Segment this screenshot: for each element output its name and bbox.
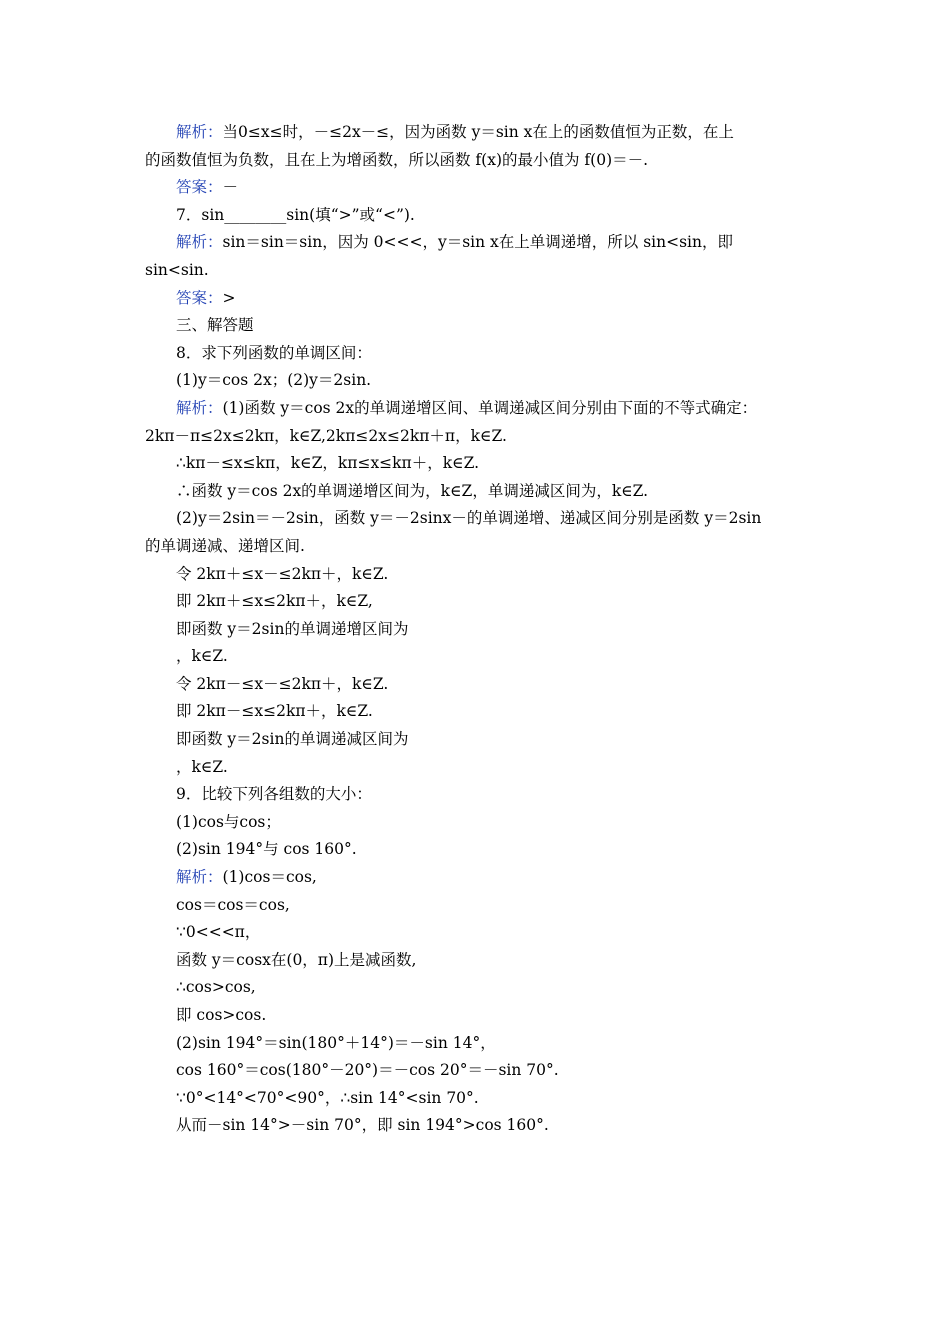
- text-line: [145, 478, 810, 506]
- text-line: [145, 809, 810, 837]
- line-text: 8．求下列函数的单调区间：: [176, 343, 372, 362]
- text-line: [145, 312, 810, 340]
- text-line: [145, 1030, 810, 1058]
- text-line: [145, 1085, 810, 1113]
- text-line: [145, 588, 810, 616]
- text-line: [145, 174, 810, 202]
- text-line: [145, 726, 810, 754]
- line-text: (2)y＝2sin＝－2sin，函数 y＝－2sinx－的单调递增、递减区间分别是函数 y＝2sin: [176, 509, 762, 528]
- text-line: [145, 698, 810, 726]
- line-text: (1)cos＝cos,: [222, 868, 317, 887]
- text-line: [145, 1002, 810, 1030]
- text-line: [145, 1112, 810, 1140]
- text-line: [145, 947, 810, 975]
- section-label: 解析：: [176, 868, 223, 887]
- document-page: [145, 119, 810, 1140]
- text-line: [145, 616, 810, 644]
- text-line: [145, 505, 810, 533]
- line-text: 即 2kπ＋≤x≤2kπ＋，k∈Z,: [176, 592, 373, 611]
- line-text: 2kπ－π≤2x≤2kπ，k∈Z,2kπ≤2x≤2kπ＋π，k∈Z.: [145, 426, 507, 445]
- text-line: [145, 864, 810, 892]
- line-text: (1)cos与cos；: [176, 812, 281, 831]
- section-label: 答案：: [176, 288, 223, 307]
- line-text: sin＝sin＝sin，因为 0<<<，y＝sin x在上单调递增，所以 sin<sin，即: [222, 233, 733, 252]
- line-text: >: [222, 288, 236, 307]
- text-line: [145, 423, 810, 451]
- text-line: [145, 1057, 810, 1085]
- line-text: (2)sin 194°与 cos 160°.: [176, 840, 357, 859]
- line-text: ∵0<<<π，: [176, 923, 261, 942]
- line-text: 7．sin________sin(填“>”或“<”).: [176, 205, 415, 224]
- text-line: [145, 919, 810, 947]
- text-line: [145, 119, 810, 147]
- line-text: 9．比较下列各组数的大小：: [176, 785, 372, 804]
- line-text: －: [222, 178, 239, 197]
- line-text: 即函数 y＝2sin的单调递增区间为: [176, 619, 409, 638]
- line-text: 的函数值恒为负数，且在上为增函数，所以函数 f(x)的最小值为 f(0)＝－.: [145, 150, 649, 169]
- text-line: [145, 533, 810, 561]
- text-line: [145, 892, 810, 920]
- line-text: ，k∈Z.: [176, 647, 228, 666]
- line-text: 令 2kπ＋≤x－≤2kπ＋，k∈Z.: [176, 564, 389, 583]
- section-label: 解析：: [176, 233, 223, 252]
- line-text: sin<sin.: [145, 260, 209, 279]
- text-line: [145, 643, 810, 671]
- line-text: 即 2kπ－≤x≤2kπ＋，k∈Z.: [176, 702, 373, 721]
- line-text: ∴kπ－≤x≤kπ，k∈Z，kπ≤x≤kπ＋，k∈Z.: [176, 454, 480, 473]
- line-text: (1)函数 y＝cos 2x的单调递增区间、单调递减区间分别由下面的不等式确定：: [222, 398, 758, 417]
- section-label: 解析：: [176, 123, 223, 141]
- text-line: [145, 257, 810, 285]
- text-line: [145, 671, 810, 699]
- line-text: cos＝cos＝cos,: [176, 895, 290, 914]
- line-text: (1)y＝cos 2x；(2)y＝2sin.: [176, 371, 372, 390]
- text-line: [145, 285, 810, 313]
- line-text: cos 160°＝cos(180°－20°)＝－cos 20°＝－sin 70°.: [176, 1061, 559, 1080]
- line-text: 从而－sin 14°>－sin 70°，即 sin 194°>cos 160°.: [176, 1116, 549, 1135]
- text-line: [145, 147, 810, 175]
- text-line: [145, 781, 810, 809]
- text-line: [145, 395, 810, 423]
- text-line: [145, 202, 810, 230]
- line-text: 即 cos>cos.: [176, 1006, 267, 1024]
- line-text: ，k∈Z.: [176, 757, 228, 776]
- text-line: [145, 561, 810, 589]
- text-line: [145, 229, 810, 257]
- line-text: 的单调递减、递增区间.: [145, 536, 305, 555]
- text-line: [145, 340, 810, 368]
- text-line: [145, 754, 810, 782]
- line-text: 当0≤x≤时，－≤2x－≤，因为函数 y＝sin x在上的函数值恒为正数，在上: [222, 123, 734, 141]
- text-line: [145, 450, 810, 478]
- line-text: ∵0°<14°<70°<90°，∴sin 14°<sin 70°.: [176, 1088, 479, 1107]
- section-label: 答案：: [176, 178, 223, 197]
- line-text: (2)sin 194°＝sin(180°＋14°)＝－sin 14°，: [176, 1033, 496, 1052]
- line-text: 三、解答题: [176, 316, 254, 335]
- line-text: 即函数 y＝2sin的单调递减区间为: [176, 730, 409, 749]
- text-line: [145, 367, 810, 395]
- line-text: 函数 y＝cosx在(0，π)上是减函数,: [176, 950, 417, 969]
- line-text: ∴cos>cos,: [176, 978, 256, 997]
- text-line: [145, 974, 810, 1002]
- text-line: [145, 836, 810, 864]
- line-text: ∴函数 y＝cos 2x的单调递增区间为，k∈Z，单调递减区间为，k∈Z.: [176, 481, 649, 500]
- section-label: 解析：: [176, 398, 223, 417]
- line-text: 令 2kπ－≤x－≤2kπ＋，k∈Z.: [176, 674, 389, 693]
